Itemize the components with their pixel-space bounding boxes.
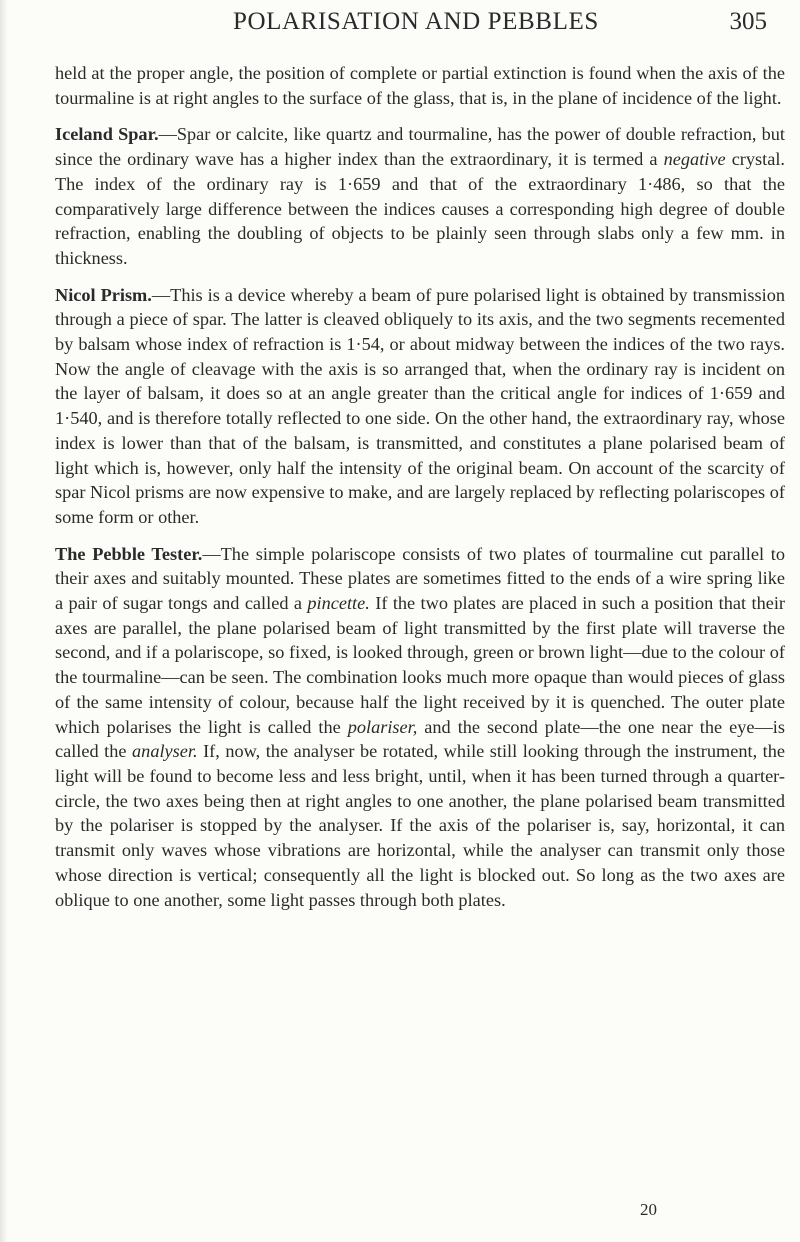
paragraph-iceland-spar xyxy=(55,122,785,270)
running-title: POLARISATION AND PEBBLES xyxy=(233,8,599,35)
italic-term: negative xyxy=(663,149,726,170)
paragraph-pebble-tester xyxy=(55,542,785,913)
paragraph-text: —The simple polariscope consists of two plates of tourmaline cut parallel to their axes and suitably mounted. These plates are sometimes fitted to the ends of a wire spring like a pair of sugar tongs and called a xyxy=(55,543,786,614)
paragraph-nicol-prism xyxy=(55,283,785,530)
section-heading-pebble-tester: The Pebble Tester. xyxy=(55,543,203,564)
section-heading-nicol-prism: Nicol Prism. xyxy=(55,284,152,305)
body-text xyxy=(55,61,785,924)
paragraph-text: and the second plate—the one near the eye—is called the xyxy=(55,716,785,762)
paragraph-continued xyxy=(55,61,785,110)
italic-term: analyser. xyxy=(132,741,198,762)
paragraph-text: If the two plates are placed in such a position that their axes are parallel, the plane polarised beam of light transmitted by the first plate will traverse the second, and if a polariscope, so fixed, is looked through, green or brown light—due to the colour of the tourmaline—can be seen. The combination looks much more opaque than would pieces of glass of the same intensity of colour, because half the light received by it is quenched. The outer plate which polarises the light is called the xyxy=(55,593,785,737)
italic-term: polariser, xyxy=(347,716,418,737)
paragraph-text: crystal. The index of the ordinary ray is 1·659 and that of the extraordinary 1·486, so that the comparatively large difference between the indices causes a corresponding high degree of double refraction, enabling the doubling of objects to be plainly seen through slabs only a few mm. in thickness. xyxy=(55,149,785,268)
section-heading-iceland-spar: Iceland Spar. xyxy=(55,124,159,145)
printer-signature-mark: 20 xyxy=(640,1200,657,1219)
page-number: 305 xyxy=(729,8,767,35)
page-edge-shadow xyxy=(0,0,8,1242)
paragraph-text: —Spar or calcite, like quartz and tourmaline, has the power of double refraction, but since the ordinary wave has a higher index than the extraordinary, it is termed a xyxy=(55,124,785,170)
paragraph-text: If, now, the analyser be rotated, while still looking through the instrument, the light will be found to become less and less bright, until, when it has been turned through a quarter-circle, the two axes being then at right angles to one another, the plane polarised beam transmitted by the polariser is stopped by the analyser. If the axis of the polariser is, say, horizontal, it can transmit only waves whose vibrations are horizontal, while the analyser can transmit only those whose direction is vertical; consequently all the light is blocked out. So long as the two axes are oblique to one another, some light passes through both plates. xyxy=(55,741,785,910)
paragraph-text: held at the proper angle, the position of complete or partial extinction is found when the axis of the tourmaline is at right angles to the surface of the glass, that is, in the plane of incidence of the light. xyxy=(55,63,785,108)
paragraph-text: —This is a device whereby a beam of pure polarised light is obtained by transmission through a piece of spar. The latter is cleaved obliquely to its axis, and the two segments recemented by balsam whose index of refraction is 1·54, or about midway between the indices of the two rays. Now the angle of cleavage with the axis is so arranged that, when the ordinary ray is incident on the layer of balsam, it does so at an angle greater than the critical angle for indices of 1·659 and 1·540, and is therefore totally reflected to one side. On the other hand, the extraordinary ray, whose index is lower than that of the balsam, is transmitted, and constitutes a plane polarised beam of light which is, however, only half the intensity of the original beam. On account of the scarcity of spar Nicol prisms are now expensive to make, and are largely replaced by reflecting polariscopes of some form or other. xyxy=(55,284,785,527)
italic-term: pincette. xyxy=(307,593,370,614)
running-header xyxy=(0,8,800,44)
